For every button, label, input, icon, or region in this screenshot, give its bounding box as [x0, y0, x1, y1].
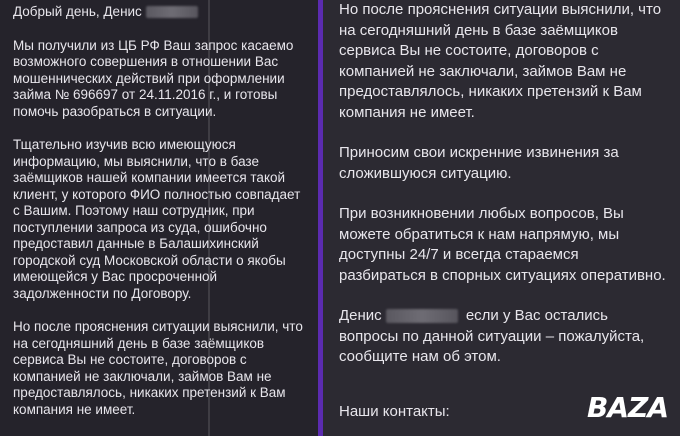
name-prefix: Денис — [339, 307, 382, 324]
message-paragraph-7 — [339, 306, 668, 368]
bottom-fade — [0, 418, 318, 436]
redacted-surname — [146, 6, 198, 18]
right-message-panel — [318, 0, 680, 436]
greeting-text: Добрый день, Денис — [13, 4, 142, 19]
message-paragraph-5: Приносим свои искренние извинения за сложившуюся ситуацию. — [339, 144, 619, 182]
message-greeting — [13, 4, 310, 21]
redacted-surname — [386, 309, 458, 323]
baza-watermark-logo: BAZA — [587, 391, 668, 424]
scrollbar-track[interactable] — [208, 0, 210, 436]
left-message-panel — [0, 0, 318, 436]
message-paragraph-2: Тщательно изучив всю имеющуюся информацию, мы выяснили, что в базе заёмщиков нашей компании имеется такой клиент, у которого ФИО полностью совпадает с Вашим. Поэтому наш сотрудник, при поступлении запроса из суда, ошибочно предоставил данные в Балашихинский городской суд Московской области о якобы имеющейся у Вас просроченной задолженности по Договору. — [13, 137, 301, 301]
message-paragraph-4: Но после прояснения ситуации выяснили, что на сегодняшний день в базе заёмщиков сервиса Вы не состоите, договоров с компанией не заключали, займов Вам не предоставлялось, никаких претензий к Вам компания не имеет. — [339, 1, 662, 121]
name-suffix: если у Вас остались вопросы по данной ситуации – пожалуйста, сообщите нам об этом. — [339, 307, 645, 365]
contacts-heading: Наши контакты: — [339, 403, 450, 420]
message-paragraph-3: Но после прояснения ситуации выяснили, что на сегодняшний день в базе заёмщиков сервиса Вы не состоите, договоров с компанией не заключали, займов Вам не предоставлялось, никаких претензий к Вам компания не имеет. — [13, 319, 303, 417]
message-paragraph-1: Мы получили из ЦБ РФ Ваш запрос касаемо возможного совершения в отношении Вас мошеннических действий при оформлении займа № 696697 от 24.11.2016 г., и готовы помочь разобраться в ситуации. — [13, 37, 294, 119]
message-paragraph-6: При возникновении любых вопросов, Вы можете обратиться к нам напрямую, мы доступны 24/7 и всегда стараемся разбираться в спорных ситуациях оперативно. — [339, 205, 666, 284]
